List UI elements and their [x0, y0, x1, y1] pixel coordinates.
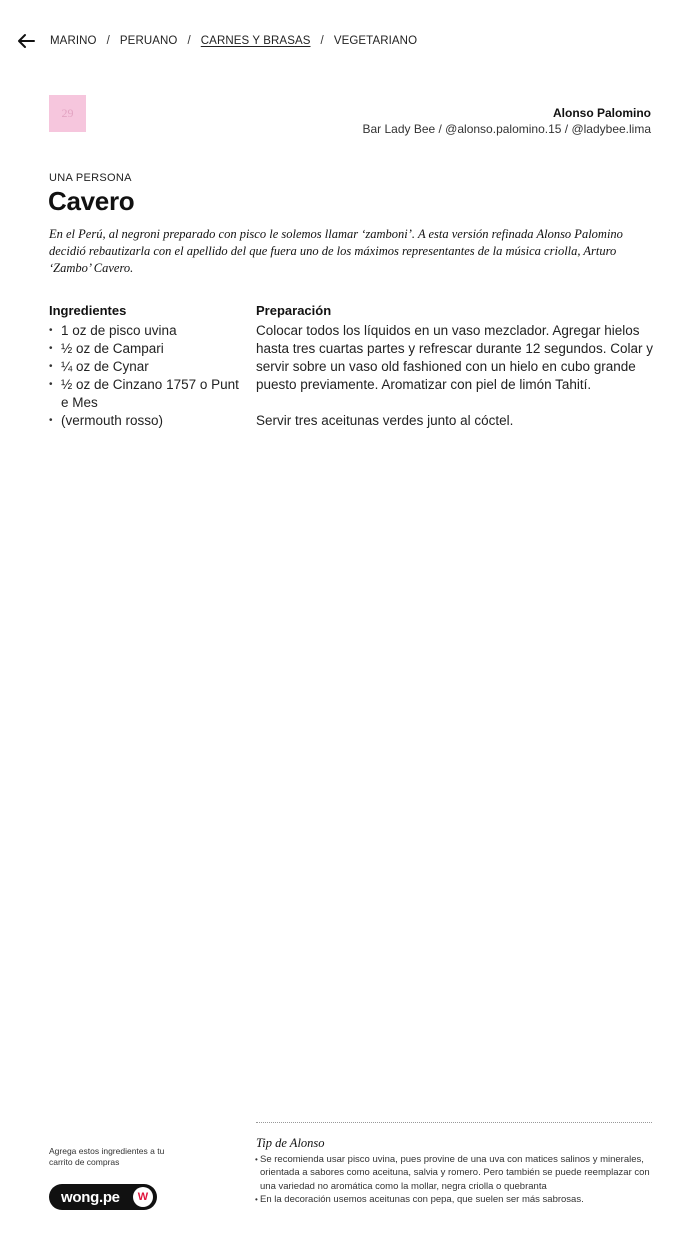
author-name: Alonso Palomino: [552, 106, 651, 120]
ingredients-section: [49, 303, 239, 430]
tip-title: Tip de Alonso: [256, 1136, 325, 1150]
ingredient-item: • (vermouth rosso): [49, 412, 239, 430]
nav-separator: /: [106, 35, 110, 47]
ingredient-item: • ½ oz de Cinzano 1757 o Punt e Mes: [49, 376, 239, 412]
recipe-title: Cavero: [48, 186, 135, 216]
nav-item-peruano[interactable]: PERUANO: [119, 35, 178, 47]
ingredient-item: • ½ oz de Campari: [49, 340, 239, 358]
preparation-title: Preparación: [256, 303, 332, 318]
author-block: [362, 106, 651, 136]
preparation-section: [256, 303, 656, 430]
nav-item-carnes-y-brasas[interactable]: CARNES Y BRASAS: [200, 35, 311, 47]
tip-section: [256, 1122, 652, 1206]
ingredient-item: • 1 oz de pisco uvina: [49, 322, 239, 340]
arrow-left-icon[interactable]: [16, 31, 36, 51]
nav-item-vegetariano[interactable]: VEGETARIANO: [333, 35, 418, 47]
nav-separator: /: [187, 35, 191, 47]
category-nav: [16, 30, 417, 52]
nav-items: [50, 35, 417, 47]
tip-list: [256, 1153, 652, 1206]
nav-item-marino[interactable]: MARINO: [50, 35, 97, 47]
serving-size: UNA PERSONA: [49, 172, 132, 184]
tip-item: • Se recomienda usar pisco uvina, pues provine de una uva con matices salinos y minerales, orientada a sabores como aceituna, salvia y romero. Pero también se puede reemplazar con una variedad no aromática como la mollar, negra criolla o quebranta: [256, 1153, 652, 1193]
wong-button-label: wong.pe: [61, 1188, 120, 1206]
preparation-step: Servir tres aceitunas verdes junto al cóctel.: [256, 413, 514, 428]
ingredients-list: [49, 322, 239, 430]
wong-shop-button[interactable]: [49, 1184, 157, 1210]
tip-item: • En la decoración usemos aceitunas con pepa, que suelen ser más sabrosas.: [256, 1193, 652, 1206]
shop-block: [49, 1146, 169, 1210]
wong-logo-icon: W: [133, 1187, 153, 1207]
nav-separator: /: [320, 35, 324, 47]
ingredients-title: Ingredientes: [49, 303, 127, 318]
ingredient-item: • ¼ oz de Cynar: [49, 358, 239, 376]
page-number-badge: 29: [49, 95, 86, 132]
author-handles: Bar Lady Bee / @alonso.palomino.15 / @ladybee.lima: [362, 122, 651, 136]
cart-text: Agrega estos ingredientes a tu carrito de compras: [49, 1146, 165, 1167]
preparation-step: Colocar todos los líquidos en un vaso mezclador. Agregar hielos hasta tres cuartas partes y refrescar durante 12 segundos. Colar y servir sobre un vaso old fashioned con un hielo en cubo grande puesto previamente. Aromatizar con piel de limón Tahití.: [256, 323, 653, 392]
recipe-intro: En el Perú, al negroni preparado con pisco le solemos llamar ‘zamboni’. A esta versión refinada Alonso Palomino decidió rebautizarla con el apellido del que fuera uno de los máximos representantes de la música criolla, Arturo ‘Zambo’ Cavero.: [49, 227, 623, 275]
